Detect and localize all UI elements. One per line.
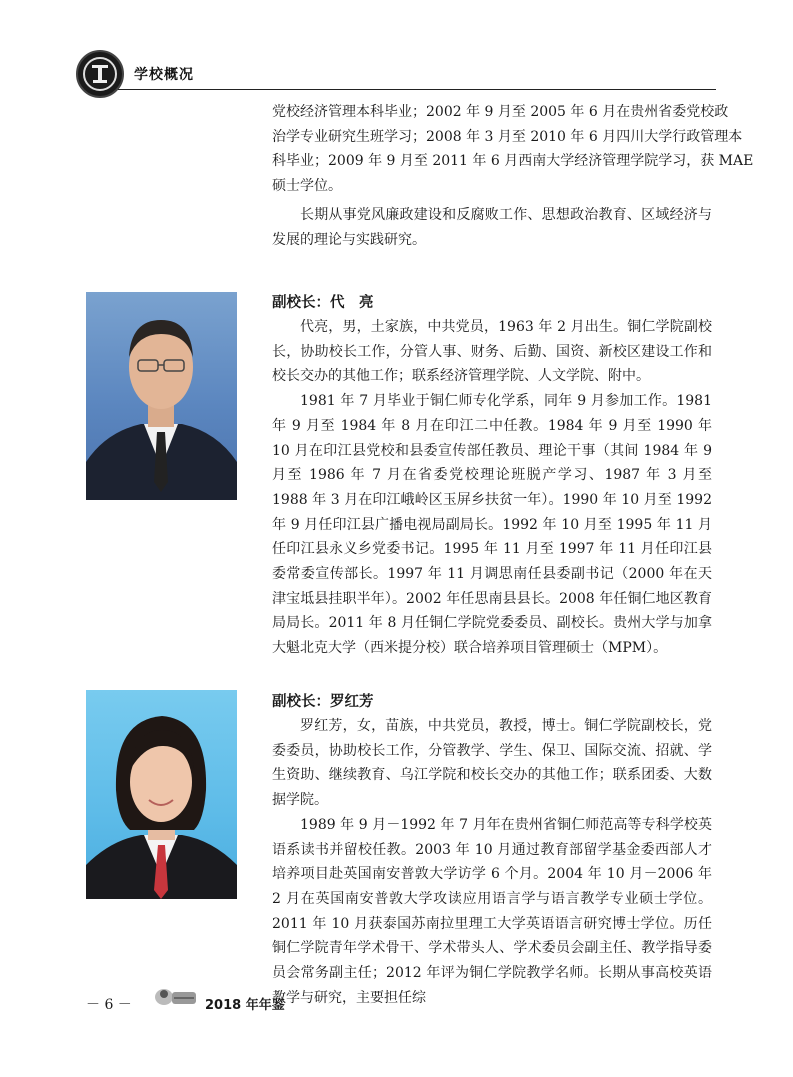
header-divider (118, 89, 716, 90)
bio-luo-hongfang (272, 714, 712, 1010)
intro-line: 党校经济管理本科毕业；2002 年 9 月至 2005 年 6 月在贵州省委党校政 (272, 104, 729, 120)
university-logo (76, 50, 124, 98)
bio-paragraph: 1981 年 7 月毕业于铜仁师专化学系，同年 9 月参加工作。1981 年 9 月至 1984 年 8 月在印江二中任教。1984 年 9 月至 1990 年 10 月在印江县党校和县委宣传部任教员、理论干事（其间 1984 年 9 月至 1986 年 7 月在省委党校理论班脱产学习、1987 年 3 月至 1988 年 3 月在印江峨岭区玉屏乡扶贫一年）。1990 年 10 月至 1992 年 9 月任印江县广播电视局副局长。1992 年 10 月至 1995 年 11 月任印江县永义乡党委书记。1995 年 11 月至 1997 年 11 月任印江县委常委宣传部长。1997 年 11 月调思南任县委副书记（2000 年在天津宝坻县挂职半年）。2002 年任思南县县长。2008 年任铜仁地区教育局局长。2011 年 8 月任铜仁学院党委委员、副校长。贵州大学与加拿大魁北克大学（西米提分校）联合培养项目管理硕士（MPM）。 (272, 393, 712, 657)
page-header (0, 0, 793, 100)
portrait-luo-hongfang (86, 690, 237, 899)
research-paragraph: 长期从事党风廉政建设和反腐败工作、思想政治教育、区域经济与发展的理论与实践研究。 (272, 206, 712, 248)
intro-line: 科毕业；2009 年 9 月至 2011 年 6 月西南大学经济管理学院学习，获 MAE (272, 153, 754, 170)
yearbook-label: 2018 年年鉴 (205, 998, 285, 1013)
intro-block (272, 100, 754, 252)
page-number: － 6 － (86, 997, 132, 1013)
person-title-luo-hongfang: 副校长：罗红芳 (272, 693, 374, 710)
bio-dai-liang (272, 315, 712, 661)
bio-paragraph: 代亮，男，土家族，中共党员，1963 年 2 月出生。铜仁学院副校长，协助校长工作，分管人事、财务、后勤、国资、新校区建设工作和校长交办的其他工作；联系经济管理学院、人文学院、附中。 (272, 319, 712, 385)
bio-paragraph: 罗红芳，女，苗族，中共党员，教授，博士。铜仁学院副校长，党委委员，协助校长工作，分管教学、学生、保卫、国际交流、招就、学生资助、继续教育、乌江学院和校长交办的其他工作；联系团委、大数据学院。 (272, 718, 712, 809)
portrait-dai-liang (86, 292, 237, 500)
mascot-icon (152, 984, 200, 1010)
intro-line: 治学专业研究生班学习；2008 年 3 月至 2010 年 6 月四川大学行政管理本 (272, 128, 743, 145)
section-title: 学校概况 (134, 67, 194, 83)
bio-paragraph: 1989 年 9 月－1992 年 7 月年在贵州省铜仁师范高等专科学校英语系读书并留校任教。2003 年 10 月通过教育部留学基金委西部人才培养项目赴英国南安普敦大学访学 6 个月。2004 年 10 月－2006 年 2 月在英国南安普敦大学攻读应用语言学与语言教学专业硕士学位。2011 年 10 月获泰国苏南拉里理工大学英语语言研究博士学位。历任铜仁学院青年学术骨干、学术带头人、学术委员会副主任、教学指导委员会常务副主任；2012 年评为铜仁学院教学名师。长期从事高校英语教学与研究，主要担任综 (272, 816, 712, 1006)
person-title-dai-liang: 副校长：代 亮 (272, 294, 374, 311)
intro-line: 硕士学位。 (272, 178, 342, 195)
